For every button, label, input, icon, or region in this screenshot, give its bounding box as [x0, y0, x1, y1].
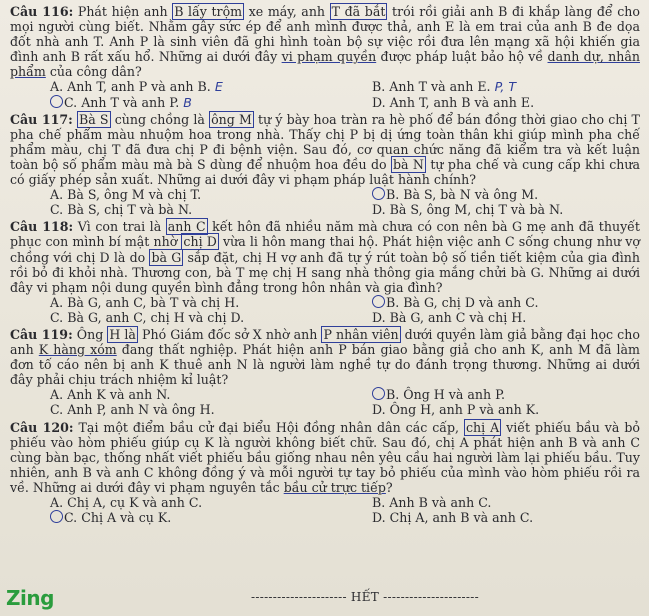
zing-watermark-logo: Zing — [6, 586, 54, 610]
question-117 — [10, 112, 640, 218]
option-b-selected: B. Bà S, bà N và ông M. — [372, 187, 649, 202]
stem-text: Ông — [76, 326, 104, 342]
question-stem — [10, 420, 640, 495]
option-c-selected: C. Anh T và anh P. B — [50, 95, 342, 110]
option-c-selected: C. Chị A và cụ K. — [50, 510, 342, 525]
option-d: D. Chị A, anh B và anh C. — [372, 510, 534, 526]
question-stem — [10, 327, 640, 387]
underlined-annotation: vi phạm quyền — [281, 49, 377, 65]
option-b: B. Anh T và anh E. P, T — [372, 79, 517, 95]
answer-options — [10, 187, 640, 217]
boxed-annotation: B lấy trộm — [174, 4, 243, 19]
option-c: C. Anh P, anh N và ông H. — [50, 402, 215, 418]
stem-text: Vì con trai là — [77, 219, 162, 235]
answer-options — [10, 295, 640, 325]
option-a: A. Anh T, anh P và anh B. E — [50, 79, 223, 95]
stem-text: của công dân? — [49, 64, 142, 80]
option-a: A. Chị A, cụ K và anh C. — [50, 495, 203, 510]
selected-circle-mark — [50, 95, 63, 108]
question-stem — [10, 219, 640, 294]
answer-options — [10, 387, 640, 417]
exam-content — [10, 4, 640, 527]
boxed-annotation: T đã bắt — [331, 4, 386, 19]
boxed-annotation: bà G — [151, 249, 182, 265]
question-118 — [10, 219, 640, 325]
option-c: C. Bà G, anh C, chị H và chị D. — [50, 309, 245, 325]
selected-circle-mark — [372, 187, 385, 200]
question-119 — [10, 327, 640, 418]
option-d: D. Bà G, anh C và chị H. — [372, 309, 527, 325]
stem-text: đang thất nghiệp. Phát hiện anh P bán giao bằng giả cho anh K, anh M đã làm đơn tố cáo nên bị anh K thuê anh N là người làm nghề tự do đánh trọng thương. Những ai dưới đây phải chịu trách nhiệm kỉ luật? — [10, 342, 640, 388]
stem-text: xe máy, anh — [248, 4, 326, 19]
question-label: Câu 120: — [10, 419, 74, 435]
stem-text: sắp đặt, chị H vợ anh đã tự ý rút toàn bộ số tiền tiết kiệm của gia đình rồi bỏ đi khỏi nhà. Thương con, bà T mẹ chị H sang nhà thông gia mắng chửi bà G. Những ai dưới đây vi phạm nội dung quyền bình đẳng trong hôn nhân và gia đình? — [10, 249, 640, 295]
stem-text: Phát hiện anh — [77, 4, 168, 19]
stem-text: kết hôn đã nhiều năm mà chưa có con nên bà G mẹ anh đã thuyết phục con mình bí mật nhờ — [10, 219, 640, 250]
stem-text: viết phiếu bầu và bỏ phiếu vào hòm phiếu giúp cụ K là người không biết chữ. Sau đó, chị A phát hiện anh B và anh C cùng bàn bạc, thống nhất viết phiếu bầu giống nhau nên yêu cầu hai người làm lại phiếu bầu. Tuy nhiên, anh B và anh C không đồng ý và mỗi người tự tay bỏ phiếu của mình vào hòm phiếu rồi ra về. Những ai dưới đây vi phạm nguyên tắc — [10, 419, 640, 495]
selected-circle-mark — [50, 510, 63, 523]
boxed-annotation: ông M — [211, 111, 252, 127]
stem-text: dưới quyền làm giả bằng đại học cho anh — [10, 326, 640, 358]
selected-circle-mark — [372, 295, 385, 308]
end-marker: ---------------------- HẾT ---------------------- — [251, 590, 479, 604]
stem-text: ? — [385, 479, 393, 495]
handwritten-note: P, T — [494, 79, 517, 95]
answer-options — [10, 495, 640, 525]
underlined-annotation: K hàng xóm — [38, 342, 117, 358]
option-b-selected: B. Ông H và anh P. — [372, 387, 649, 402]
handwritten-note: B — [183, 94, 192, 110]
question-stem — [10, 4, 640, 79]
question-label: Câu 118: — [10, 219, 74, 235]
stem-text: Tại một điểm bầu cử đại biểu Hội đồng nhân dân các cấp, — [78, 419, 460, 435]
boxed-annotation: bà N — [393, 156, 424, 172]
option-a: A. Bà G, anh C, bà T và chị H. — [50, 294, 240, 310]
boxed-annotation: chị D — [183, 234, 217, 250]
boxed-annotation: chị A — [465, 419, 500, 435]
question-stem — [10, 112, 640, 187]
stem-text: cùng chồng là — [114, 111, 205, 127]
underlined-annotation: danh dự, nhân phẩm — [10, 49, 640, 80]
stem-text: tự pha chế và cung cấp khi chưa có giấy phép sản xuất. Những ai dưới đây vi phạm pháp luật hành chính? — [10, 156, 641, 188]
option-b: B. Anh B và anh C. — [372, 495, 492, 510]
option-d: D. Ông H, anh P và anh K. — [372, 402, 540, 418]
option-a: A. Anh K và anh N. — [50, 387, 171, 403]
question-label: Câu 119: — [10, 326, 73, 342]
stem-text: tự ý bày hoa tràn ra hè phố để bán đồng thời giao cho chị T pha chế phẩm màu nhuộm hoa trong nhà. Thấy chị P bị dị ứng toàn thân khi giúp mình pha chế phẩm màu, chị T đã đưa chị P đi bệnh viện. Sau đó, cơ quan chức năng đã kiểm tra và kết luận toàn bộ số phẩm màu mà bà S dùng để nhuộm hoa đều do — [10, 111, 640, 172]
handwritten-note: E — [214, 79, 223, 95]
boxed-annotation: Bà S — [78, 111, 109, 127]
question-116 — [10, 4, 640, 110]
stem-text: Phó Giám đốc sở X nhờ anh — [141, 326, 318, 342]
stem-text: được pháp luật bảo hộ về — [380, 49, 544, 65]
stem-text: vừa li hôn mang thai hộ. Phát hiện việc anh C sống chung như vợ chồng với chị D là do — [10, 234, 640, 265]
stem-text: trói rồi giải anh B đi khắp làng để cho mọi người cùng biết. Nhằm gây sức ép để anh mình được thả, anh E là em trai của anh B đe dọa đốt nhà anh T. Anh P là sinh viên đã ghi hình toàn bộ sự việc rồi đưa lên mạng xã hội khiến gia đình anh B rất xấu hổ. Những ai dưới đây — [10, 4, 640, 65]
underlined-annotation: bầu cử trực tiếp — [283, 479, 386, 495]
option-d: D. Bà S, ông M, chị T và bà N. — [372, 202, 564, 218]
selected-circle-mark — [372, 387, 385, 400]
question-label: Câu 116: — [10, 4, 74, 19]
boxed-annotation: P nhân viên — [323, 326, 399, 342]
option-c: C. Bà S, chị T và bà N. — [50, 202, 193, 218]
option-a: A. Bà S, ông M và chị T. — [50, 187, 202, 203]
option-b-selected: B. Bà G, chị D và anh C. — [372, 295, 649, 310]
boxed-annotation: anh C — [167, 219, 206, 235]
answer-options — [10, 79, 640, 109]
option-d: D. Anh T, anh B và anh E. — [372, 94, 535, 110]
question-120 — [10, 420, 640, 526]
boxed-annotation: H là — [109, 326, 136, 342]
question-label: Câu 117: — [10, 111, 73, 127]
